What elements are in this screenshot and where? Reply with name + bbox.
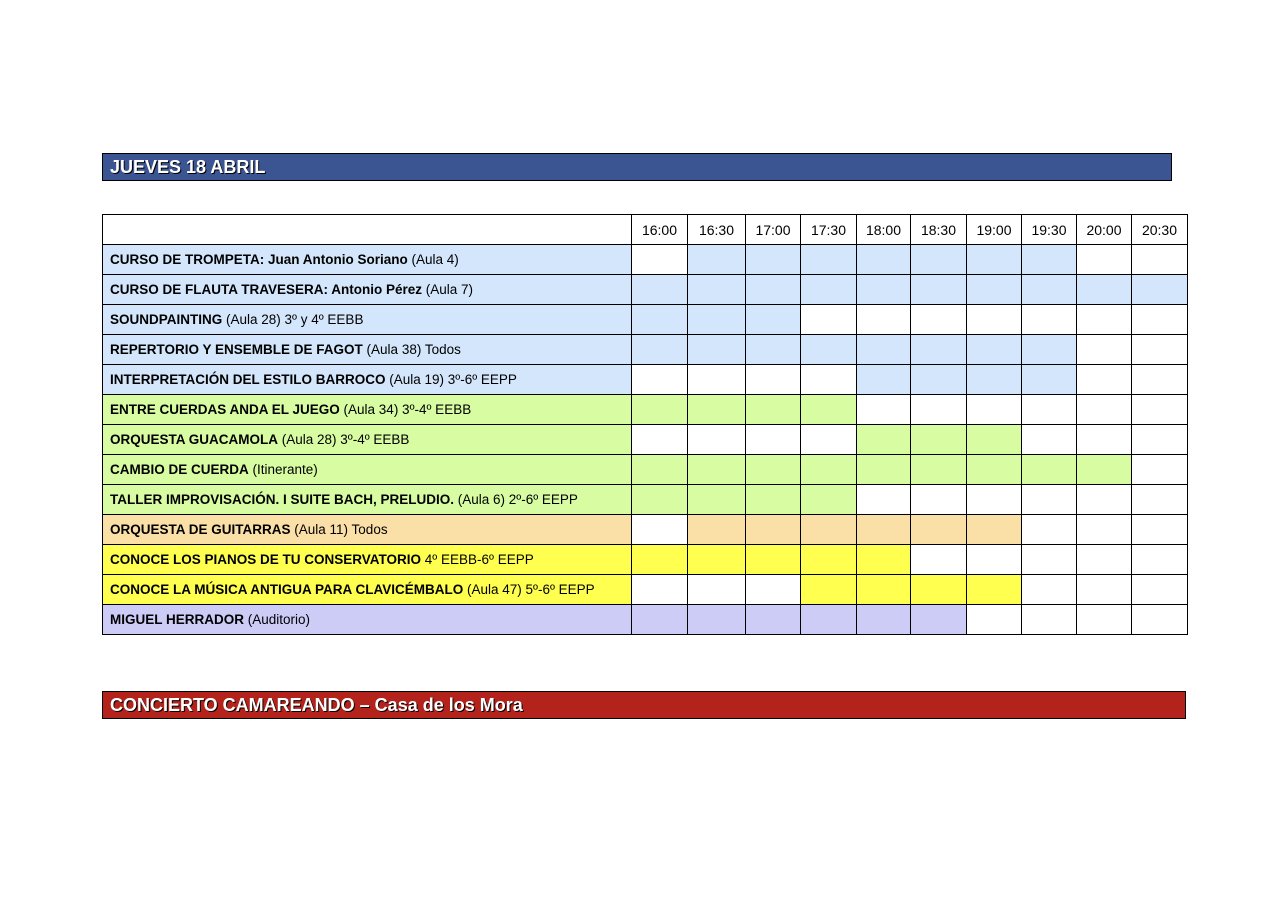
slot-cell-filled [632,395,688,425]
slot-cell-empty [1132,575,1188,605]
slot-cell-empty [1077,335,1132,365]
slot-cell-filled [911,575,967,605]
day-title: JUEVES 18 ABRIL [110,157,266,177]
slot-cell-empty [857,485,911,515]
slot-cell-filled [688,335,746,365]
slot-cell-empty [688,425,746,455]
slot-cell-filled [911,605,967,635]
slot-cell-filled [632,335,688,365]
slot-cell-filled [801,515,857,545]
activity-label [103,605,632,635]
slot-cell-empty [801,425,857,455]
slot-cell-filled [911,515,967,545]
slot-cell-empty [632,515,688,545]
activity-name: ENTRE CUERDAS ANDA EL JUEGO [110,402,340,417]
slot-cell-empty [746,425,801,455]
slot-cell-filled [746,485,801,515]
schedule-table [102,214,1188,635]
time-header-cell: 19:00 [967,215,1022,245]
slot-cell-empty [1132,305,1188,335]
slot-cell-filled [632,455,688,485]
slot-cell-filled [1022,365,1077,395]
activity-name: INTERPRETACIÓN DEL ESTILO BARROCO [110,372,386,387]
slot-cell-empty [967,545,1022,575]
slot-cell-empty [746,365,801,395]
activity-details: (Aula 34) 3º-4º EEBB [339,402,472,417]
slot-cell-empty [1077,305,1132,335]
slot-cell-filled [1077,455,1132,485]
slot-cell-empty [1132,545,1188,575]
slot-cell-empty [632,425,688,455]
slot-cell-filled [911,245,967,275]
activity-details: (Aula 6) 2º-6º EEPP [454,492,578,507]
activity-details: (Aula 7) [422,282,474,297]
activity-details: (Aula 19) 3º-6º EEPP [385,372,517,387]
activity-row [103,305,1188,335]
slot-cell-empty [1077,515,1132,545]
day-title-banner [102,153,1172,181]
slot-cell-empty [801,305,857,335]
activity-details: 4º EEBB-6º EEPP [421,552,534,567]
slot-cell-empty [1132,485,1188,515]
activity-details: (Auditorio) [244,612,311,627]
activity-details: (Aula 4) [407,252,459,267]
activity-name: CAMBIO DE CUERDA [110,462,249,477]
slot-cell-empty [1132,245,1188,275]
slot-cell-empty [857,305,911,335]
activity-row [103,425,1188,455]
slot-cell-empty [688,365,746,395]
slot-cell-filled [746,545,801,575]
slot-cell-filled [967,335,1022,365]
activity-name: ORQUESTA DE GUITARRAS [110,522,291,537]
slot-cell-filled [688,545,746,575]
slot-cell-filled [911,455,967,485]
slot-cell-filled [746,515,801,545]
slot-cell-filled [746,305,801,335]
slot-cell-filled [801,605,857,635]
slot-cell-filled [967,245,1022,275]
slot-cell-empty [857,395,911,425]
concert-title: CONCIERTO CAMAREANDO – Casa de los Mora [110,695,523,715]
activity-label [103,245,632,275]
activity-row [103,575,1188,605]
slot-cell-filled [967,455,1022,485]
time-header-row [103,215,1188,245]
slot-cell-empty [1132,455,1188,485]
activity-label [103,545,632,575]
slot-cell-filled [1132,275,1188,305]
slot-cell-empty [967,605,1022,635]
slot-cell-filled [632,485,688,515]
slot-cell-filled [688,275,746,305]
time-header-cell: 16:00 [632,215,688,245]
time-header-cell: 17:30 [801,215,857,245]
slot-cell-filled [746,455,801,485]
slot-cell-filled [632,305,688,335]
activity-row [103,395,1188,425]
slot-cell-filled [1022,455,1077,485]
slot-cell-empty [1077,245,1132,275]
slot-cell-empty [801,365,857,395]
slot-cell-filled [746,275,801,305]
slot-cell-empty [911,485,967,515]
activity-row [103,365,1188,395]
slot-cell-filled [632,275,688,305]
slot-cell-empty [1022,425,1077,455]
slot-cell-filled [688,395,746,425]
slot-cell-filled [1077,275,1132,305]
time-header-cell: 18:30 [911,215,967,245]
time-header-cell: 18:00 [857,215,911,245]
slot-cell-filled [1022,335,1077,365]
slot-cell-empty [911,395,967,425]
slot-cell-filled [911,275,967,305]
slot-cell-filled [967,575,1022,605]
activity-details: (Aula 28) 3º-4º EEBB [278,432,410,447]
slot-cell-empty [911,305,967,335]
activity-details: (Aula 28) 3º y 4º EEBB [222,312,364,327]
slot-cell-empty [967,485,1022,515]
time-header-cell: 17:00 [746,215,801,245]
slot-cell-filled [688,605,746,635]
activity-name: CONOCE LOS PIANOS DE TU CONSERVATORIO [110,552,422,567]
slot-cell-empty [1022,515,1077,545]
slot-cell-filled [1022,245,1077,275]
activity-label [103,275,632,305]
slot-cell-filled [911,425,967,455]
slot-cell-filled [857,425,911,455]
slot-cell-filled [857,575,911,605]
slot-cell-empty [632,365,688,395]
activity-label [103,575,632,605]
slot-cell-empty [1077,545,1132,575]
activity-name: MIGUEL HERRADOR [110,612,245,627]
slot-cell-filled [967,515,1022,545]
slot-cell-filled [967,365,1022,395]
activity-details: (Aula 47) 5º-6º EEPP [463,582,595,597]
slot-cell-empty [1132,335,1188,365]
slot-cell-filled [688,305,746,335]
slot-cell-filled [801,275,857,305]
slot-cell-empty [1022,545,1077,575]
slot-cell-empty [746,575,801,605]
slot-cell-empty [632,575,688,605]
slot-cell-filled [746,605,801,635]
slot-cell-filled [801,575,857,605]
slot-cell-filled [688,485,746,515]
slot-cell-filled [801,545,857,575]
activity-label [103,485,632,515]
slot-cell-filled [857,605,911,635]
slot-cell-empty [911,545,967,575]
slot-cell-filled [801,455,857,485]
slot-cell-filled [911,365,967,395]
slot-cell-empty [1077,395,1132,425]
activity-label [103,395,632,425]
slot-cell-empty [1132,605,1188,635]
slot-cell-empty [1022,395,1077,425]
activity-details: (Aula 11) Todos [290,522,388,537]
time-header-cell: 19:30 [1022,215,1077,245]
slot-cell-filled [688,515,746,545]
slot-cell-empty [688,575,746,605]
activity-row [103,545,1188,575]
activity-name: CURSO DE FLAUTA TRAVESERA: Antonio Pérez [110,282,423,297]
activity-label [103,515,632,545]
activity-label [103,365,632,395]
activity-row [103,245,1188,275]
slot-cell-empty [1077,365,1132,395]
time-header-cell: 20:00 [1077,215,1132,245]
slot-cell-filled [801,485,857,515]
activity-name: TALLER IMPROVISACIÓN. I SUITE BACH, PRELUDIO. [110,492,455,507]
slot-cell-empty [1132,365,1188,395]
activity-row [103,605,1188,635]
slot-cell-filled [857,365,911,395]
slot-cell-filled [857,275,911,305]
slot-cell-filled [801,245,857,275]
activity-name: CURSO DE TROMPETA: Juan Antonio Soriano [110,252,408,267]
activity-row [103,485,1188,515]
slot-cell-filled [1022,275,1077,305]
activity-name: CONOCE LA MÚSICA ANTIGUA PARA CLAVICÉMBALO [110,582,464,597]
activity-row [103,335,1188,365]
slot-cell-filled [801,395,857,425]
slot-cell-filled [967,275,1022,305]
slot-cell-filled [746,395,801,425]
slot-cell-filled [857,335,911,365]
slot-cell-empty [1132,515,1188,545]
activity-name: ORQUESTA GUACAMOLA [110,432,278,447]
time-header-cell: 16:30 [688,215,746,245]
activity-row [103,515,1188,545]
slot-cell-empty [1022,485,1077,515]
slot-cell-empty [1022,305,1077,335]
activity-name: SOUNDPAINTING [110,312,223,327]
time-header-cell: 20:30 [1132,215,1188,245]
activity-label [103,305,632,335]
slot-cell-empty [1077,485,1132,515]
slot-cell-filled [688,455,746,485]
slot-cell-empty [1132,395,1188,425]
slot-cell-empty [1077,425,1132,455]
activity-label [103,455,632,485]
slot-cell-filled [688,245,746,275]
slot-cell-empty [1022,605,1077,635]
slot-cell-filled [857,245,911,275]
slot-cell-empty [1077,605,1132,635]
slot-cell-empty [1022,575,1077,605]
activity-row [103,455,1188,485]
activity-label [103,335,632,365]
activity-details: (Aula 38) Todos [362,342,461,357]
slot-cell-empty [1132,425,1188,455]
slot-cell-empty [967,305,1022,335]
slot-cell-empty [632,245,688,275]
slot-cell-empty [967,395,1022,425]
slot-cell-filled [746,245,801,275]
concert-banner [102,691,1186,719]
slot-cell-filled [801,335,857,365]
activity-row [103,275,1188,305]
slot-cell-filled [632,605,688,635]
slot-cell-filled [857,455,911,485]
corner-cell [103,215,632,245]
slot-cell-filled [857,545,911,575]
slot-cell-filled [632,545,688,575]
activity-name: REPERTORIO Y ENSEMBLE DE FAGOT [110,342,363,357]
slot-cell-filled [967,425,1022,455]
slot-cell-empty [1077,575,1132,605]
slot-cell-filled [746,335,801,365]
activity-label [103,425,632,455]
activity-details: (Itinerante) [248,462,318,477]
slot-cell-filled [857,515,911,545]
slot-cell-filled [911,335,967,365]
